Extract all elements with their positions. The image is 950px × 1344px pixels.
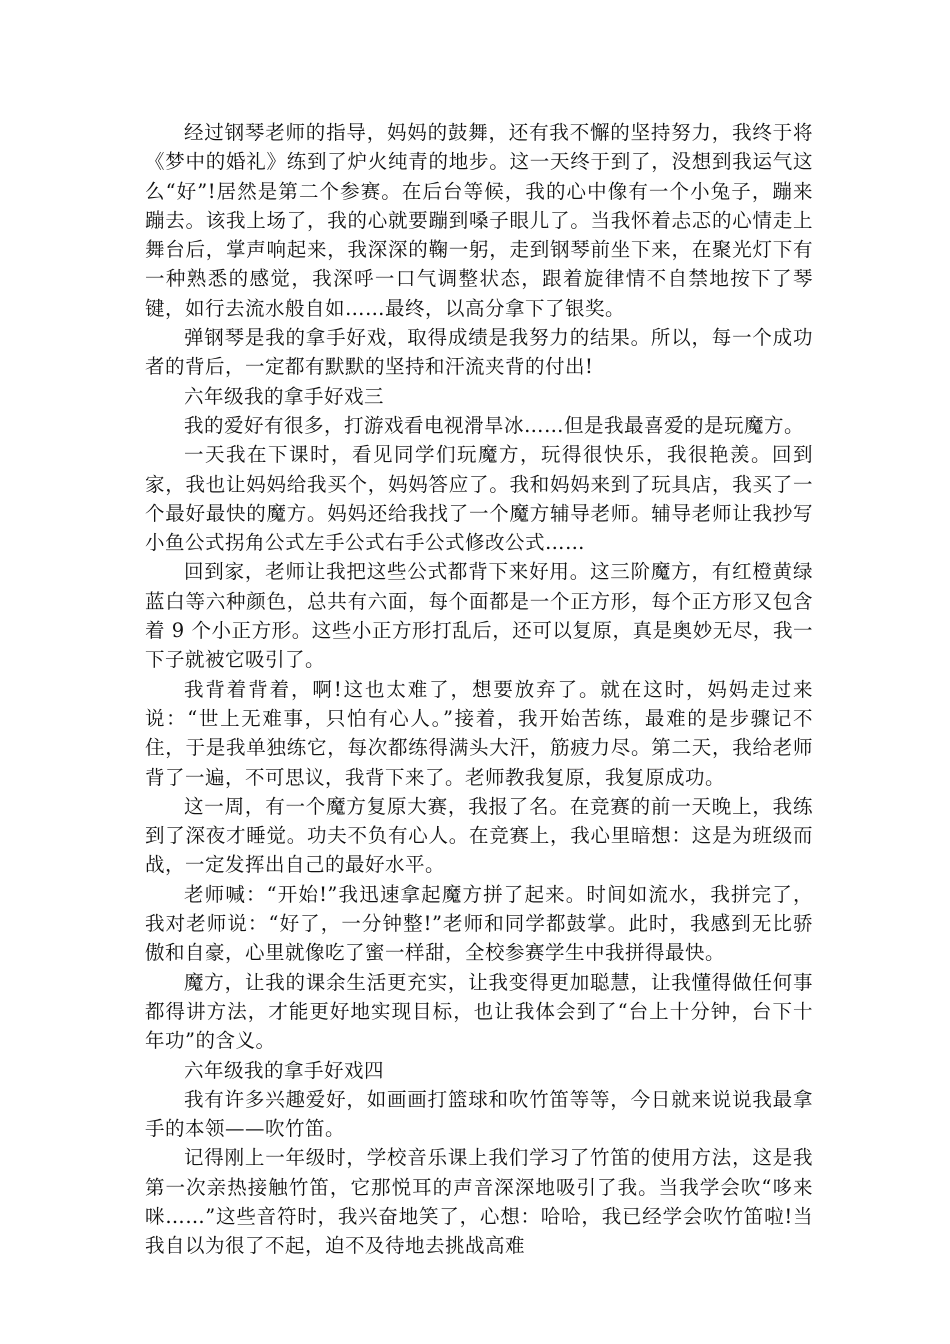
paragraph-cube-formulas: 回到家，老师让我把这些公式都背下来好用。这三阶魔方，有红橙黄绿蓝白等六种颜色，总共有六面，每个面都是一个正方形，每个正方形又包含着 9 个小正方形。这些小正方形打乱后，还可以复原，真是奥妙无尽，我一下子就被它吸引了。 bbox=[145, 560, 813, 672]
section-heading-three: 六年级我的拿手好戏三 bbox=[184, 384, 385, 408]
paragraph-flute-first-lesson: 记得刚上一年级时，学校音乐课上我们学习了竹笛的使用方法，这是我第一次亲热接触竹笛，它那悦耳的声音深深地吸引了我。当我学会吹“哆来咪……”这些音符时，我兴奋地笑了，心想：哈哈，我已经学会吹竹笛啦!当我自以为很了不起，迫不及待地去挑战高难 bbox=[145, 1146, 813, 1258]
paragraph-cube-meaning: 魔方，让我的课余生活更充实，让我变得更加聪慧，让我懂得做任何事都得讲方法，才能更好地实现目标，也让我体会到了“台上十分钟，台下十年功”的含义。 bbox=[145, 970, 813, 1053]
paragraph-hobbies: 我的爱好有很多，打游戏看电视滑旱冰……但是我最喜爱的是玩魔方。 bbox=[184, 413, 805, 437]
document-body bbox=[145, 118, 813, 1261]
paragraph-competition: 这一周，有一个魔方复原大赛，我报了名。在竞赛的前一天晚上，我练到了深夜才睡觉。功夫不负有心人。在竞赛上，我心里暗想：这是为班级而战，一定发挥出自己的最好水平。 bbox=[145, 794, 813, 877]
paragraph-practice-hard: 我背着背着，啊!这也太难了，想要放弃了。就在这时，妈妈走过来说：“世上无难事，只怕有心人。”接着，我开始苦练，最难的是步骤记不住，于是我单独练它，每次都练得满头大汗，筋疲力尽。第二天，我给老师背了一遍，不可思议，我背下来了。老师教我复原，我复原成功。 bbox=[145, 677, 813, 789]
paragraph-piano-conclusion: 弹钢琴是我的拿手好戏，取得成绩是我努力的结果。所以，每一个成功者的背后，一定都有默默的坚持和汗流夹背的付出! bbox=[145, 326, 813, 379]
paragraph-piano-practice: 经过钢琴老师的指导，妈妈的鼓舞，还有我不懈的坚持努力，我终于将《梦中的婚礼》练到了炉火纯青的地步。这一天终于到了，没想到我运气这么“好”!居然是第二个参赛。在后台等候，我的心中像有一个小兔子，蹦来蹦去。该我上场了，我的心就要蹦到嗓子眼儿了。当我怀着忐忑的心情走上舞台后，掌声响起来，我深深的鞠一躬，走到钢琴前坐下来，在聚光灯下有一种熟悉的感觉，我深呼一口气调整状态，跟着旋律情不自禁地按下了琴键，如行去流水般自如……最终，以高分拿下了银奖。 bbox=[145, 121, 813, 320]
paragraph-buy-cube: 一天我在下课时，看见同学们玩魔方，玩得很快乐，我很艳羡。回到家，我也让妈妈给我买个，妈妈答应了。我和妈妈来到了玩具店，我买了一个最好最快的魔方。妈妈还给我找了一个魔方辅导老师。辅导老师让我抄写小鱼公式拐角公式左手公式右手公式修改公式…… bbox=[145, 443, 813, 555]
section-heading-four: 六年级我的拿手好戏四 bbox=[184, 1058, 385, 1082]
paragraph-one-minute: 老师喊：“开始!”我迅速拿起魔方拼了起来。时间如流水，我拼完了，我对老师说：“好了，一分钟整!”老师和同学都鼓掌。此时，我感到无比骄傲和自豪，心里就像吃了蜜一样甜，全校参赛学生中我拼得最快。 bbox=[145, 882, 813, 965]
paragraph-flute-intro: 我有许多兴趣爱好，如画画打篮球和吹竹笛等等，今日就来说说我最拿手的本领——吹竹笛。 bbox=[145, 1087, 813, 1141]
